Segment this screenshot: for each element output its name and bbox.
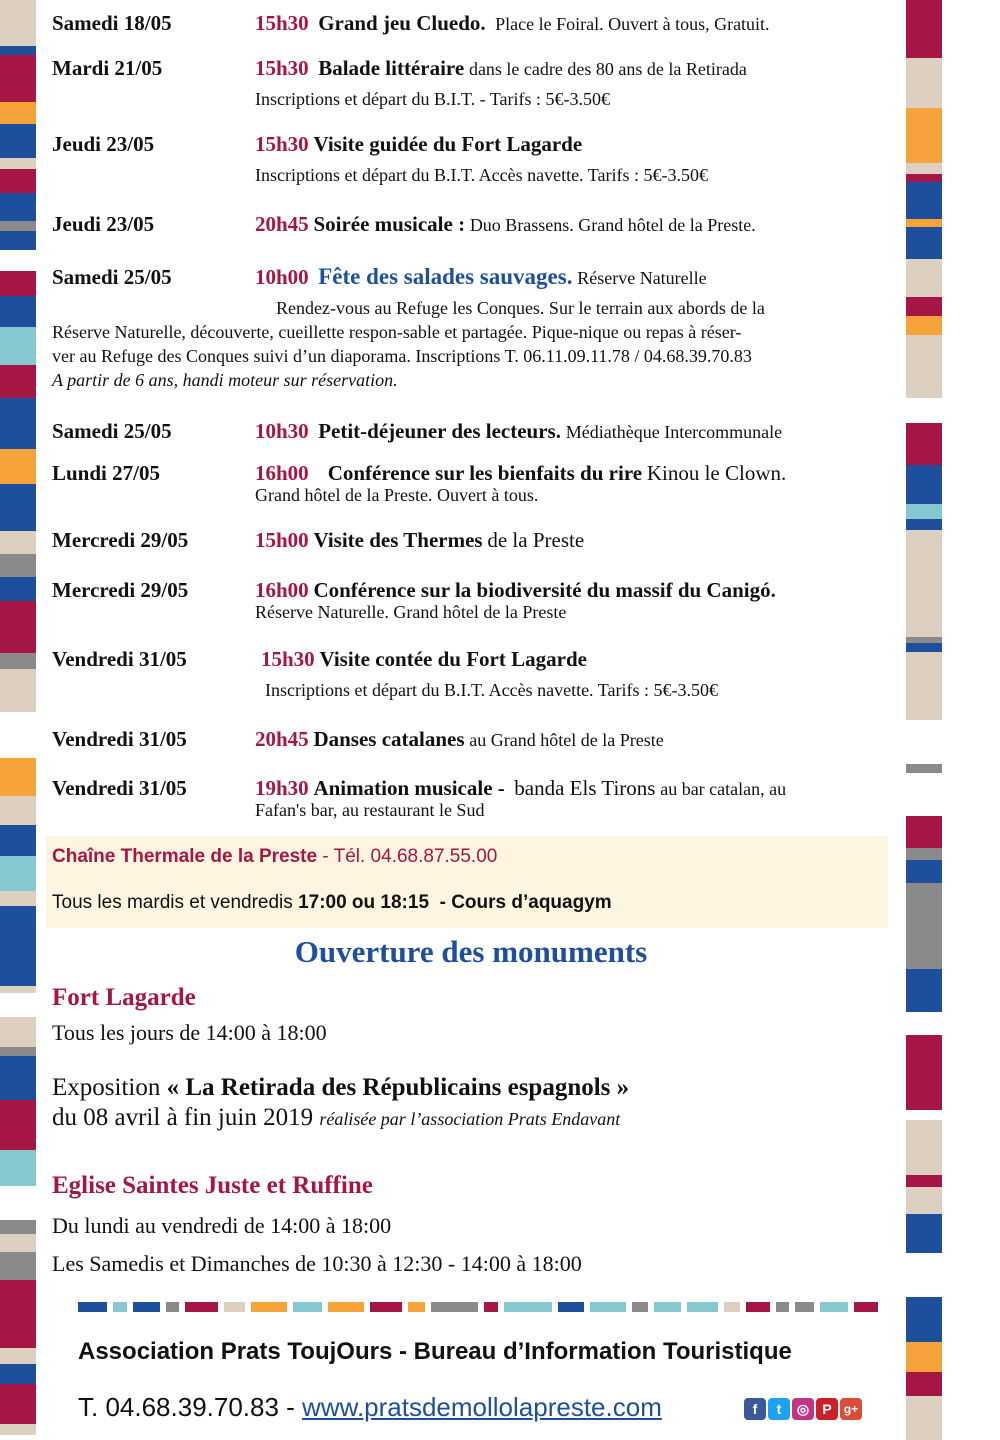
border-stripe (906, 259, 942, 288)
border-stripe (0, 221, 36, 231)
divider-dash (687, 1302, 718, 1312)
border-stripe (0, 616, 36, 653)
divider-dash (776, 1302, 789, 1312)
border-stripe (0, 1100, 36, 1150)
border-stripe (0, 601, 36, 616)
border-stripe (906, 288, 942, 297)
footer-contact (78, 1392, 662, 1423)
border-stripe (906, 58, 942, 108)
event-title: Visite guidée du Fort Lagarde (313, 132, 583, 156)
border-stripe (0, 669, 36, 712)
fort-lagarde-hours: Tous les jours de 14:00 à 18:00 (52, 1020, 327, 1045)
fort-lagarde-title: Fort Lagarde (52, 984, 196, 1011)
border-stripe (0, 1280, 36, 1322)
border-stripe (906, 677, 942, 720)
decorative-dash-divider (78, 1302, 878, 1312)
border-stripe (906, 883, 942, 918)
border-stripe (0, 1348, 36, 1364)
border-stripe (0, 484, 36, 531)
border-stripe (0, 365, 36, 374)
border-stripe (0, 891, 36, 906)
border-stripe (0, 193, 36, 221)
divider-dash (370, 1302, 402, 1312)
divider-dash (328, 1302, 364, 1312)
event-date: Lundi 27/05 (52, 461, 160, 485)
thermal-activity: - Cours d’aquagym (429, 892, 612, 913)
divider-dash (590, 1302, 626, 1312)
event-title: Visite des Thermes (313, 528, 483, 552)
footer-phone: T. 04.68.39.70.83 - (78, 1392, 303, 1422)
event-detail: Médiathèque Intercommunale (565, 422, 783, 442)
divider-dash (113, 1302, 127, 1312)
border-stripe (906, 174, 942, 182)
event-description (52, 296, 892, 392)
expo-title: « La Retirada des Républicains espagnols » (166, 1074, 630, 1101)
googleplus-icon[interactable]: g+ (840, 1398, 862, 1420)
desc-line: A partir de 6 ans, handi moteur sur réservation. (52, 370, 398, 390)
border-stripe (0, 55, 36, 102)
border-stripe (906, 133, 942, 163)
border-stripe (906, 1140, 942, 1175)
divider-dash (293, 1302, 322, 1312)
divider-dash (504, 1302, 552, 1312)
event-title: Balade littéraire (318, 56, 465, 80)
border-stripe (906, 366, 942, 398)
border-stripe (0, 257, 36, 271)
expo-dates: du 08 avril à fin juin 2019 (52, 1104, 320, 1131)
event-title: Danses catalanes (313, 727, 465, 751)
border-stripe (906, 1396, 942, 1440)
thermal-name: Chaîne Thermale de la Preste (52, 846, 318, 867)
border-stripe (0, 169, 36, 193)
border-stripe (0, 1370, 36, 1384)
event-time: 15h00 (255, 528, 309, 552)
border-stripe (906, 652, 942, 677)
event-detail: Duo Brassens. Grand hôtel de la Preste. (469, 215, 756, 235)
event-subline: Inscriptions et départ du B.I.T. - Tarifs : 5€-3.50€ (255, 89, 610, 109)
event-detail: au Grand hôtel de la Preste (469, 730, 664, 750)
border-stripe (0, 1252, 36, 1280)
event-detail: Place le Foiral. Ouvert à tous, Gratuit. (495, 14, 770, 34)
instagram-icon[interactable]: ◎ (792, 1398, 814, 1420)
border-stripe (906, 182, 942, 219)
event-time: 10h00 (255, 265, 309, 289)
event-title: Animation musicale - (313, 776, 505, 800)
border-stripe (0, 271, 36, 296)
event-date: Vendredi 31/05 (52, 776, 187, 800)
border-stripe (0, 449, 36, 484)
border-stripe (0, 327, 36, 365)
event-time: 15h30 (255, 56, 309, 80)
desc-line: Rendez-vous au Refuge les Conques. Sur le terrain aux abords de la (276, 298, 765, 318)
thermal-info-box (46, 836, 888, 928)
border-stripe (906, 764, 942, 773)
event-date: Samedi 25/05 (52, 419, 172, 443)
left-decorative-border (0, 0, 36, 1425)
divider-dash (78, 1302, 107, 1312)
event-time: 15h30 (255, 11, 309, 35)
thermal-phone: - Tél. 04.68.87.55.00 (322, 846, 498, 867)
divider-dash (408, 1302, 425, 1312)
border-stripe (0, 1322, 36, 1348)
divider-dash (746, 1302, 770, 1312)
border-stripe (0, 531, 36, 554)
border-stripe (906, 720, 942, 764)
thermal-days: Tous les mardis et vendredis (52, 892, 299, 913)
event-title: Soirée musicale : (313, 212, 466, 236)
event-subline: Inscriptions et départ du B.I.T. Accès navette. Tarifs : 5€-3.50€ (255, 165, 708, 185)
event-time: 10h30 (255, 419, 309, 443)
border-stripe (0, 1424, 36, 1435)
event-subline: Réserve Naturelle. Grand hôtel de la Preste (255, 602, 567, 622)
border-stripe (0, 993, 36, 1017)
event-time: 15h30 (255, 132, 309, 156)
border-stripe (906, 227, 942, 259)
divider-dash (166, 1302, 179, 1312)
event-date: Jeudi 23/05 (52, 212, 155, 236)
event-subline: Fafan's bar, au restaurant le Sud (255, 800, 485, 820)
border-stripe (0, 1150, 36, 1186)
event-detail: dans le cadre des 80 ans de la Retirada (468, 59, 747, 79)
border-stripe (906, 1084, 942, 1110)
border-stripe (906, 504, 942, 519)
border-stripe (0, 296, 36, 327)
desc-line: ver au Refuge des Conques suivi d’un diaporama. Inscriptions T. 06.11.09.11.78 / 04.68.39.70.83 (52, 346, 752, 366)
event-date: Mercredi 29/05 (52, 578, 189, 602)
event-time: 15h30 (261, 647, 315, 671)
eglise-title: Eglise Saintes Juste et Ruffine (52, 1172, 373, 1199)
border-stripe (906, 335, 942, 366)
eglise-weekend-hours: Les Samedis et Dimanches de 10:30 à 12:30 - 14:00 à 18:00 (52, 1251, 582, 1276)
border-stripe (906, 860, 942, 883)
border-stripe (0, 712, 36, 758)
event-time: 19h30 (255, 776, 309, 800)
border-stripe (0, 758, 36, 796)
event-title: Petit-déjeuner des lecteurs. (318, 419, 561, 443)
border-stripe (906, 1110, 942, 1120)
border-stripe (0, 374, 36, 398)
divider-dash (724, 1302, 740, 1312)
event-detail: de la Preste (487, 528, 585, 552)
border-stripe (0, 796, 36, 825)
event-title: Grand jeu Cluedo. (318, 11, 486, 35)
border-stripe (906, 530, 942, 540)
border-stripe (0, 46, 36, 55)
border-stripe (0, 124, 36, 158)
divider-dash (251, 1302, 287, 1312)
event-date: Samedi 18/05 (52, 11, 172, 35)
border-stripe (906, 297, 942, 316)
event-title: Fête des salades sauvages. (318, 264, 573, 289)
border-stripe (0, 856, 36, 891)
divider-dash (654, 1302, 681, 1312)
border-stripe (906, 465, 942, 504)
border-stripe (0, 1234, 36, 1245)
border-stripe (0, 250, 36, 257)
event-date: Jeudi 23/05 (52, 132, 155, 156)
exposition-block (52, 1073, 629, 1134)
divider-dash (820, 1302, 848, 1312)
event-detail: banda Els Tirons (514, 776, 656, 800)
divider-dash (558, 1302, 584, 1312)
border-stripe (906, 519, 942, 530)
border-stripe (906, 398, 942, 423)
border-stripe (906, 1253, 942, 1297)
thermal-schedule (52, 892, 612, 914)
event-time: 16h00 (255, 461, 309, 485)
divider-dash (632, 1302, 648, 1312)
divider-dash (854, 1302, 878, 1312)
border-stripe (906, 1035, 942, 1084)
border-stripe (906, 1175, 942, 1187)
border-stripe (0, 1056, 36, 1100)
border-stripe (906, 20, 942, 58)
border-stripe (906, 163, 942, 174)
divider-dash (484, 1302, 498, 1312)
border-stripe (906, 1342, 942, 1372)
border-stripe (906, 108, 942, 133)
event-date: Mercredi 29/05 (52, 528, 189, 552)
border-stripe (906, 219, 942, 227)
border-stripe (0, 554, 36, 577)
expo-credit: réalisée par l’association Prats Endavant (319, 1109, 621, 1129)
event-date: Vendredi 31/05 (52, 727, 187, 751)
thermal-title-line (52, 846, 497, 868)
event-time: 16h00 (255, 578, 309, 602)
border-stripe (0, 1384, 36, 1424)
divider-dash (431, 1302, 478, 1312)
divider-dash (795, 1302, 814, 1312)
footer-organization: Association Prats ToujOurs - Bureau d’Information Touristique (78, 1338, 792, 1365)
event-title: Conférence sur les bienfaits du rire (327, 461, 643, 485)
border-stripe (0, 653, 36, 669)
event-detail-2: au bar catalan, au (660, 779, 787, 799)
border-stripe (0, 1245, 36, 1252)
border-stripe (906, 1214, 942, 1253)
divider-dash (224, 1302, 245, 1312)
border-stripe (906, 816, 942, 848)
event-subline: Inscriptions et départ du B.I.T. Accès navette. Tarifs : 5€-3.50€ (265, 680, 718, 700)
event-date: Vendredi 31/05 (52, 647, 187, 671)
border-stripe (0, 986, 36, 993)
event-detail: Réserve Naturelle (577, 268, 707, 288)
border-stripe (906, 643, 942, 652)
event-time: 20h45 (255, 727, 309, 751)
border-stripe (906, 1120, 942, 1140)
desc-line: Réserve Naturelle, découverte, cueillette respon-sable et partagée. Pique-nique ou repas à réser- (52, 322, 742, 342)
twitter-icon[interactable]: t (768, 1398, 790, 1420)
border-stripe (0, 0, 36, 46)
divider-dash (185, 1302, 218, 1312)
border-stripe (0, 577, 36, 601)
facebook-icon[interactable]: f (744, 1398, 766, 1420)
border-stripe (0, 398, 36, 449)
expo-label: Exposition (52, 1074, 167, 1101)
border-stripe (0, 1220, 36, 1234)
pinterest-icon[interactable]: P (816, 1398, 838, 1420)
border-stripe (0, 1047, 36, 1056)
border-stripe (0, 158, 36, 169)
border-stripe (906, 423, 942, 465)
divider-dash (133, 1302, 160, 1312)
border-stripe (0, 825, 36, 843)
border-stripe (906, 316, 942, 335)
website-link[interactable]: www.pratsdemollolapreste.com (302, 1392, 662, 1422)
border-stripe (0, 1017, 36, 1047)
border-stripe (906, 1297, 942, 1336)
border-stripe (906, 0, 942, 20)
monuments-heading: Ouverture des monuments (294, 934, 648, 969)
event-date: Samedi 25/05 (52, 265, 172, 289)
border-stripe (906, 1187, 942, 1214)
border-stripe (906, 969, 942, 1012)
event-date: Mardi 21/05 (52, 56, 163, 80)
event-subline: Grand hôtel de la Preste. Ouvert à tous. (255, 485, 539, 505)
border-stripe (906, 1012, 942, 1035)
thermal-times: 17:00 ou 18:15 (298, 892, 430, 913)
eglise-weekday-hours: Du lundi au vendredi de 14:00 à 18:00 (52, 1213, 392, 1238)
event-detail: Kinou le Clown. (646, 461, 787, 485)
border-stripe (0, 1186, 36, 1220)
border-stripe (0, 102, 36, 124)
right-decorative-border (906, 0, 942, 1425)
event-title: Visite contée du Fort Lagarde (319, 647, 587, 671)
social-icons (744, 1398, 862, 1420)
border-stripe (906, 1372, 942, 1396)
border-stripe (906, 773, 942, 816)
event-title: Conférence sur la biodiversité du massif du Canigó. (313, 578, 776, 602)
event-time: 20h45 (255, 212, 309, 236)
border-stripe (906, 848, 942, 860)
border-stripe (0, 231, 36, 250)
border-stripe (0, 843, 36, 856)
border-stripe (906, 591, 942, 637)
border-stripe (906, 540, 942, 591)
